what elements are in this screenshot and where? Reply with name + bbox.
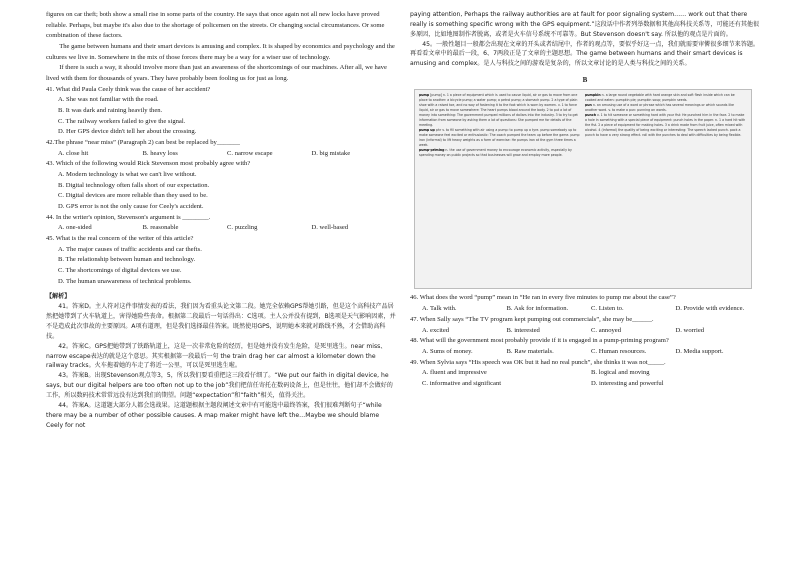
dictionary-column-right: [585, 93, 747, 138]
dictionary-entry: [419, 128, 581, 148]
entry-text: [pump] n. 1 a piece of equipment which is used to cause liquid, air or gas to move from one place to another: a bicycle pump; a water pump; a petrol pump; a stomach pump. 2 a type of plain shoe with a raised toe, and no way of fastening it to the foot which is worn by women. v. 1 to force liquid, air or gas to move somewhere: The heart pumps blood around the body. 2 to put a lot of money into something: The government pumped millions of dollars into the industry. 3 to try to get information from someone by asking them a lot of questions: She pumped me for details of the meeting.: [419, 93, 578, 128]
dictionary-entry: [419, 148, 581, 158]
dictionary-column-left: [419, 93, 581, 157]
question-stem: 41. What did Paula Ceely think was the cause of her accident?: [46, 85, 211, 93]
entry-headword: pump up: [419, 128, 435, 133]
analysis-paragraph: 45。一般性题目一般都会出现在文章的开头或者结尾中，作者的观点等，要似乎好这一点，我们就需要审憐很多细节来答题。再看看文章中的最后一段，6、7两段正是了文章的主题思想。The game between humans and their smart devices is amusing and complex。是人与科技之间的游戏是复杂的，所以文章讨论的是人类与科技之间的关系。: [410, 40, 760, 68]
dictionary-entry: [419, 93, 581, 128]
option-c[interactable]: C. The shortcomings of digital devices we use.: [58, 267, 182, 275]
option-c[interactable]: C. narrow escape: [227, 149, 273, 157]
option-c[interactable]: C. Listen to.: [591, 305, 624, 313]
option-a[interactable]: A. one-sided: [58, 224, 92, 232]
option-b[interactable]: B. heavy loss: [142, 149, 178, 157]
option-a[interactable]: A. She was not familiar with the road.: [58, 96, 159, 104]
analysis-paragraph: 43。答案B。出现Stevenson观点等3，5，所以我们要看重把这三段看仔细了。“We put our faith in digital device, he says, but our digital helpers are too often not up to the job”我们把信任寄托在数码设备上，但是往往，他们却不会做好的工作，所以数码技术常常远没有达到我们的期望。问题“expectation”和“faith”相关，值得关注。: [46, 372, 393, 400]
analysis-header: 【解析】: [46, 293, 71, 301]
question-43: [46, 159, 396, 212]
entry-headword: punch: [585, 113, 596, 118]
option-d[interactable]: D. The human unawareness of technical problems.: [58, 277, 192, 285]
option-d[interactable]: D. GPS error is not the only cause for Ceely's accident.: [58, 203, 204, 211]
question-41: [46, 85, 396, 138]
dictionary-image: [414, 89, 752, 289]
dictionary-entry: [585, 93, 747, 103]
option-d[interactable]: D. big mistake: [311, 149, 351, 157]
dictionary-entry: [585, 113, 747, 138]
question-45: [46, 234, 396, 287]
left-column: [46, 10, 396, 431]
right-column: [410, 10, 760, 390]
passage-paragraph: The game between humans and their smart devices is amusing and complex. It is shaped by economics and psychology and the cultures we live in. Somewhere in the mix of those forces there may be a way for a wiser use of technology.: [46, 43, 395, 61]
entry-headword: pump-priming: [419, 147, 445, 152]
option-c[interactable]: C. The railway workers failed to give the signal.: [58, 117, 186, 125]
question-stem: 42.The phrase “near miss” (Paragraph 2) can best be replaced by_______: [46, 139, 240, 147]
section-label: B: [582, 76, 588, 85]
option-c[interactable]: C. annoyed: [591, 326, 622, 334]
entry-text: v. 1 to hit someone or something hard with your fist: He punched him in the face. 2 to make a hole in something with a special piece of equipment: punch holes in the paper. n. 1 a hard hit with the fist. 2 a piece of equipment for making holes. 3 a drink made from fruit juice, often mixed with alcohol. 4 (informal) the quality of being exciting or interesting: The speech lacked punch. pack a punch to have a very strong effect. roll with the punches to deal with difficulties by being flexible.: [585, 113, 746, 138]
option-c[interactable]: C. Digital devices are more reliable than they used to be.: [58, 192, 208, 200]
question-stem: 47. When Sally says “The TV program kept pumping out commercials”, she may be______.: [410, 315, 654, 323]
question-stem: 48. What will the government most probably provide if it is engaged in a pump-priming program?: [410, 337, 669, 345]
option-a[interactable]: A. The major causes of traffic accidents and car thefts.: [58, 245, 202, 253]
option-d[interactable]: D. well-based: [311, 224, 349, 232]
option-a[interactable]: A. excited: [422, 326, 450, 334]
option-b[interactable]: B. Raw materials.: [506, 347, 554, 355]
option-b[interactable]: B. The relationship between human and technology.: [58, 256, 196, 264]
option-b[interactable]: B. Digital technology often falls short of our expectation.: [58, 181, 210, 189]
option-b[interactable]: B. logical and moving: [591, 369, 650, 377]
question-49: [410, 358, 760, 390]
question-stem: 43. Which of the following would Rick Stevenson most probably agree with?: [46, 160, 251, 168]
option-d[interactable]: D. worried: [675, 326, 705, 334]
option-c[interactable]: C. informative and significant: [422, 379, 502, 387]
analysis-paragraph: 44。答案A。这道题大部分人都会选战果。这道题根据主题段阐述文章中有可能选中最终答案，我们很难判断句子“while there may be a number of other possible causes. A map maker might have left the…Maybe we should blame Ceely for not: [46, 401, 382, 429]
question-stem: 46. What does the word “pump” mean in “He ran in every five minutes to pump me about the case”?: [410, 294, 676, 302]
entry-text: n. the use of government money to encourage economic activity, especially by spending money on public projects so that businesses will grow and employ more people.: [419, 147, 572, 157]
question-47: [410, 315, 760, 336]
entry-headword: pumpkin: [585, 93, 601, 98]
option-a[interactable]: A. Talk with.: [422, 305, 457, 313]
entry-text: phr v. to fill something with air using a pump: to pump up a tyre. pump somebody up to make someone feel excited or enthusiastic: The coach pumped the team up before the game. pump iron (informal) to lift heavy weights as a form of exercise: He pumps iron at the gym three times a week.: [419, 128, 580, 148]
dictionary-entry: [585, 103, 747, 113]
questions-b: [410, 293, 760, 389]
question-42: [46, 138, 396, 159]
question-44: [46, 213, 396, 234]
analysis-paragraph: 41。答案D。主人符对这件事情发表的看法，我们因为看重头论文第二段。她完全依赖GPS帮她引路，但是这个高科技产品居然把她带到了火车轨道上，害得她险些丧命。根据第二段最后一句话得出：C选项。主人公并没有提到，B选项是天气影响因素，并不是造成此次事故的主要原因。A项有道理，但是我们选择最佳答案。既然使用GPS，说明她本来就对路线不熟，才会借助高科技。: [46, 303, 396, 340]
question-stem: 45. What is the real concern of the writer of this article?: [46, 235, 194, 243]
option-d[interactable]: D. interesting and powerful: [591, 379, 664, 387]
question-48: [410, 336, 760, 357]
question-stem: 44. In the writer's opinion, Stevenson's argument is ________.: [46, 213, 211, 221]
passage-paragraph: figures on car theft; both show a small rise in some parts of the country. He says that once again not all new locks have proved reliable. Perhaps, but maybe it's also due to the shortage of policemen on the streets. Or changing social circumstances. Or some combination of these factors.: [46, 11, 385, 40]
entry-headword: pun: [585, 103, 592, 108]
passage-continuation: paying attention, Perhaps the railway authorities are at fault for poor signaling system…… work out that there really is something specific wrong with the GPS equipment.”这段话中作者列举数据和其他高科技关系等，可能还有其他很多原因，比如地图制作者脱离，或者是火车信号系统不可靠等。But Stevenson doesn't say. 所以他的观点是片面的。: [410, 11, 760, 38]
option-a[interactable]: A. Sums of money.: [422, 347, 473, 355]
option-d[interactable]: D. Her GPS device didn't tell her about the crossing.: [58, 128, 197, 136]
passage-paragraph: If there is such a way, it should involve more than just an awareness of the shortcomings of our machines. After all, we have lived with them for thousands of years. They have probably been fooling us for just as long.: [46, 64, 387, 83]
option-a[interactable]: A. Modern technology is what we can't live without.: [58, 171, 197, 179]
option-b[interactable]: B. Ask for information.: [506, 305, 569, 313]
question-stem: 49. When Sylvia says “His speech was OK but it had no real punch”, she thinks it was not_____.: [410, 358, 666, 366]
option-d[interactable]: D. Media support.: [675, 347, 724, 355]
analysis-paragraph: 42。答案C。GPS把她带到了铁路轨道上，这是一次非常危险的经历，但是她并没有发生危险，是死里逃生。near miss、narrow escape表达的就是这个意思。其实根据第一段最后一句 the train drag her car almost a kilometer down the railway tracks。火车拖着她的车走了将近一公里，可以是死里逃生啦。: [46, 342, 387, 370]
question-46: [410, 293, 760, 314]
option-c[interactable]: C. puzzling: [227, 224, 258, 232]
option-d[interactable]: D. Provide with evidence.: [675, 305, 745, 313]
option-b[interactable]: B. interested: [506, 326, 540, 334]
entry-headword: pump: [419, 93, 430, 98]
option-b[interactable]: B. reasonable: [142, 224, 179, 232]
option-c[interactable]: C. Human resources.: [591, 347, 647, 355]
option-a[interactable]: A. fluent and impressive: [422, 369, 487, 377]
option-b[interactable]: B. It was dark and raining heavily then.: [58, 107, 163, 115]
entry-text: n. an amusing use of a word or phrase which has several meanings or which sounds like another word. v. to make a pun: punning on words.: [585, 103, 734, 113]
entry-text: n. a large round vegetable with hard orange skin and soft flesh inside which can be cooked and eaten: pumpkin pie; pumpkin soup; pumpkin seeds.: [585, 93, 735, 103]
option-a[interactable]: A. close hit: [58, 149, 89, 157]
